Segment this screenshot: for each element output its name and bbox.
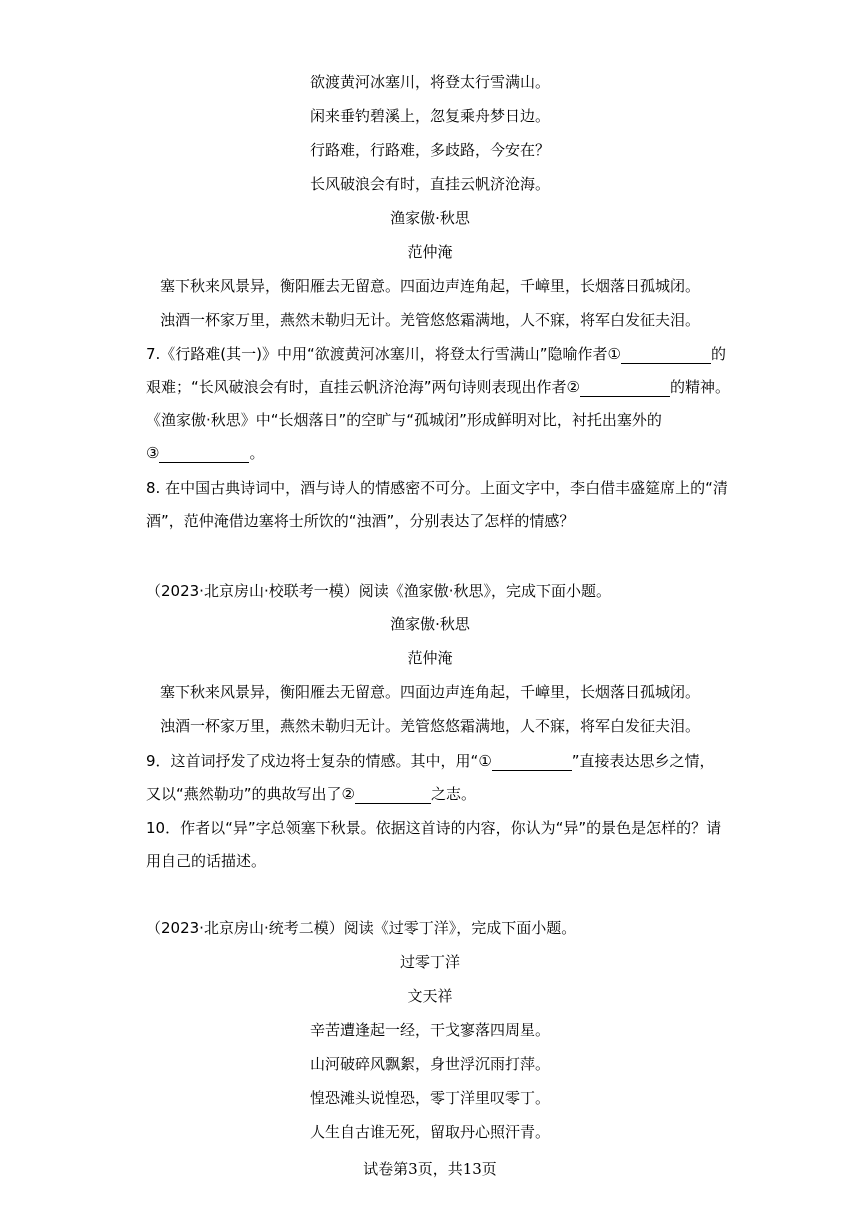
poem-line: 人生自古谁无死，留取丹心照汗青。 — [309, 1123, 550, 1141]
question-8-line-1: 8. 在中国古典诗词中，酒与诗人的情感密不可分。上面文字中，李白借丰盛筵席上的“清 — [146, 479, 728, 497]
question-7-line-4: ③ 。 — [146, 444, 265, 462]
poem-line: 塞下秋来风景异，衡阳雁去无留意。四面边声连角起，千嶂里，长烟落日孤城闭。 — [160, 277, 701, 295]
answer-blank-4[interactable] — [492, 754, 572, 771]
section-intro: （2023·北京房山·统考二模）阅读《过零丁洋》，完成下面小题。 — [146, 919, 577, 937]
poem-line: 浊酒一杯家万里，燕然未勒归无计。羌管悠悠霜满地，人不寐，将军白发征夫泪。 — [160, 717, 701, 735]
poem-author: 文天祥 — [407, 987, 453, 1005]
question-10-line-2: 用自己的话描述。 — [146, 852, 267, 870]
poem-line: 欲渡黄河冰塞川，将登太行雪满山。 — [309, 73, 550, 91]
poem-line: 山河破碎风飘絮，身世浮沉雨打萍。 — [309, 1055, 550, 1073]
poem-line: 惶恐滩头说惶恐，零丁洋里叹零丁。 — [309, 1089, 550, 1107]
poem-title: 过零丁洋 — [399, 953, 460, 971]
poem-line: 长风破浪会有时，直挂云帆济沧海。 — [309, 175, 550, 193]
poem-line: 塞下秋来风景异，衡阳雁去无留意。四面边声连角起，千嶂里，长烟落日孤城闭。 — [160, 683, 701, 701]
poem-line: 浊酒一杯家万里，燕然未勒归无计。羌管悠悠霜满地，人不寐，将军白发征夫泪。 — [160, 311, 701, 329]
poem-author: 范仲淹 — [407, 649, 453, 667]
question-9-line-2: 又以“燕然勒功”的典故写出了② 之志。 — [146, 785, 477, 803]
answer-blank-5[interactable] — [355, 787, 431, 804]
page-footer: 试卷第3页，共13页 — [363, 1160, 497, 1178]
question-7-line-1: 7.《行路难(其一)》中用“欲渡黄河冰塞川，将登太行雪满山”隐喻作者① 的 — [146, 345, 727, 363]
section-intro: （2023·北京房山·校联考一模）阅读《渔家傲·秋思》，完成下面小题。 — [146, 582, 611, 600]
answer-blank-3[interactable] — [159, 446, 249, 463]
poem-author: 范仲淹 — [407, 243, 453, 261]
question-10-line-1: 10．作者以“异”字总领塞下秋景。依据这首诗的内容，你认为“异”的景色是怎样的？请 — [146, 819, 722, 837]
question-9-line-1: 9．这首词抒发了戍边将士复杂的情感。其中，用“① ”直接表达思乡之情， — [146, 752, 715, 770]
poem-title: 渔家傲·秋思 — [390, 615, 470, 633]
question-7-line-2: 艰难；“长风破浪会有时，直挂云帆济沧海”两句诗则表现出作者② 的精神。 — [146, 378, 731, 396]
question-8-line-2: 酒”，范仲淹借边塞将士所饮的“浊酒”，分别表达了怎样的情感？ — [146, 512, 575, 530]
poem-title: 渔家傲·秋思 — [390, 209, 470, 227]
poem-line: 行路难，行路难，多歧路，今安在？ — [309, 141, 550, 159]
answer-blank-2[interactable] — [580, 380, 670, 397]
answer-blank-1[interactable] — [621, 347, 711, 364]
poem-line: 闲来垂钓碧溪上，忽复乘舟梦日边。 — [309, 107, 550, 125]
question-7-line-3: 《渔家傲·秋思》中“长烟落日”的空旷与“孤城闭”形成鲜明对比，衬托出塞外的 — [146, 411, 662, 429]
poem-line: 辛苦遭逢起一经，干戈寥落四周星。 — [309, 1021, 550, 1039]
